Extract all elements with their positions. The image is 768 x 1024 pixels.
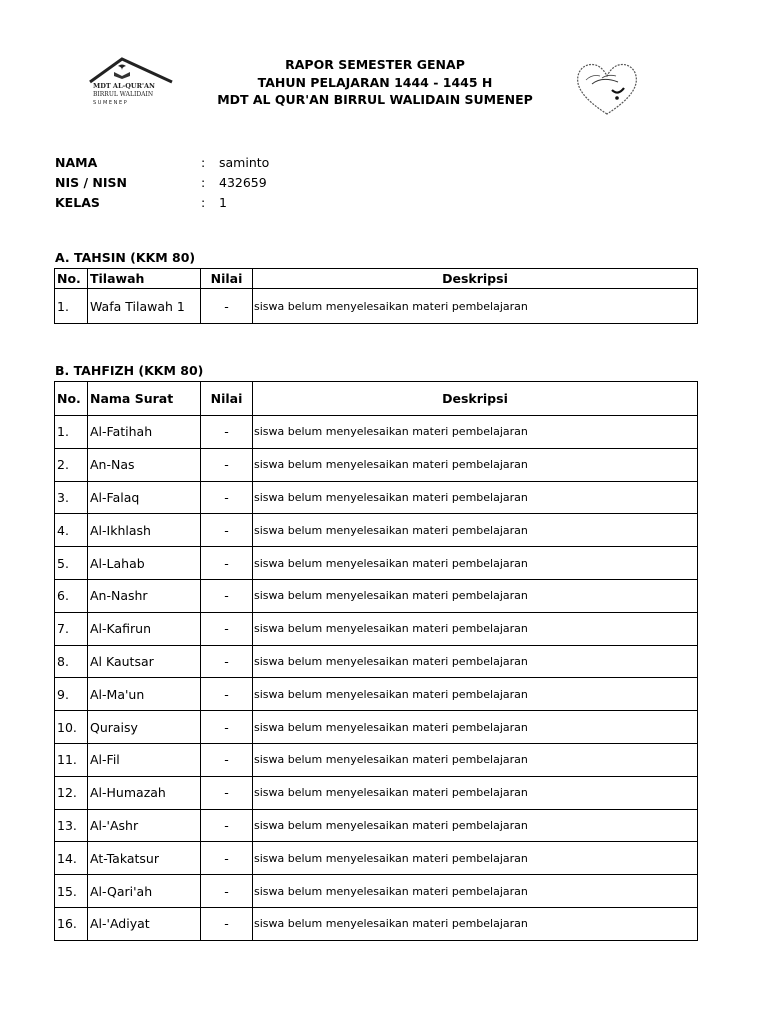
row-nilai: -: [201, 612, 253, 645]
table-row: [55, 776, 698, 809]
row-name: An-Nashr: [88, 579, 201, 612]
header-nilai: Nilai: [201, 382, 253, 416]
identity-row-kelas: [55, 193, 269, 213]
row-no: 8.: [55, 645, 88, 678]
row-nilai: -: [201, 547, 253, 580]
row-desc: siswa belum menyelesaikan materi pembelajaran: [253, 743, 698, 776]
row-desc: siswa belum menyelesaikan materi pembelajaran: [253, 809, 698, 842]
row-name: Wafa Tilawah 1: [88, 289, 201, 324]
row-nilai: -: [201, 809, 253, 842]
row-nilai: -: [201, 776, 253, 809]
nis-value: 432659: [219, 175, 267, 190]
row-nilai: -: [201, 481, 253, 514]
row-no: 6.: [55, 579, 88, 612]
row-desc: siswa belum menyelesaikan materi pembelajaran: [253, 416, 698, 449]
table-row: [55, 743, 698, 776]
table-row: [55, 875, 698, 908]
row-name: Al-Falaq: [88, 481, 201, 514]
row-name: Al-Qari'ah: [88, 875, 201, 908]
logo-text-1: MDT AL-QUR'AN: [93, 82, 155, 90]
row-desc: siswa belum menyelesaikan materi pembelajaran: [253, 579, 698, 612]
row-desc: siswa belum menyelesaikan materi pembelajaran: [253, 842, 698, 875]
report-header: [180, 56, 570, 109]
table-header-row: [55, 269, 698, 289]
table-row: [55, 809, 698, 842]
table-row: [55, 711, 698, 744]
row-desc: siswa belum menyelesaikan materi pembelajaran: [253, 448, 698, 481]
row-no: 13.: [55, 809, 88, 842]
row-desc: siswa belum menyelesaikan materi pembelajaran: [253, 711, 698, 744]
row-name: Al-Ikhlash: [88, 514, 201, 547]
row-name: Al-Kafirun: [88, 612, 201, 645]
row-name: Al-Lahab: [88, 547, 201, 580]
row-desc: siswa belum menyelesaikan materi pembelajaran: [253, 645, 698, 678]
row-nilai: -: [201, 875, 253, 908]
row-nilai: -: [201, 678, 253, 711]
row-no: 10.: [55, 711, 88, 744]
header-title: RAPOR SEMESTER GENAP: [285, 57, 465, 72]
header-school: MDT AL QUR'AN BIRRUL WALIDAIN SUMENEP: [217, 92, 533, 107]
kelas-value: 1: [219, 195, 227, 210]
row-no: 3.: [55, 481, 88, 514]
header-no: No.: [55, 382, 88, 416]
logo-text-2: BIRRUL WALIDAIN: [93, 91, 154, 98]
tahsin-title: A. TAHSIN (KKM 80): [55, 250, 196, 265]
identity-row-nama: [55, 153, 269, 173]
header-year: TAHUN PELAJARAN 1444 - 1445 H: [257, 74, 493, 90]
row-desc: siswa belum menyelesaikan materi pembelajaran: [253, 514, 698, 547]
header-nilai: Nilai: [201, 269, 253, 289]
row-no: 9.: [55, 678, 88, 711]
row-desc: siswa belum menyelesaikan materi pembelajaran: [253, 907, 698, 940]
header-name: Nama Surat: [88, 382, 201, 416]
table-row: [55, 448, 698, 481]
table-row: [55, 481, 698, 514]
heart-logo-icon: [572, 56, 642, 118]
row-nilai: -: [201, 645, 253, 678]
colon: :: [201, 175, 206, 190]
row-desc: siswa belum menyelesaikan materi pembelajaran: [253, 678, 698, 711]
table-header-row: [55, 382, 698, 416]
header-name: Tilawah: [88, 269, 201, 289]
row-no: 11.: [55, 743, 88, 776]
table-row: [55, 907, 698, 940]
row-nilai: -: [201, 416, 253, 449]
identity-row-nis: [55, 173, 269, 193]
table-row: [55, 579, 698, 612]
row-name: Al-Ma'un: [88, 678, 201, 711]
row-nilai: -: [201, 907, 253, 940]
logo-text-3: S U M E N E P: [93, 100, 127, 106]
table-row: [55, 842, 698, 875]
row-no: 16.: [55, 907, 88, 940]
table-row: [55, 612, 698, 645]
kelas-label: KELAS: [55, 195, 100, 210]
row-nilai: -: [201, 448, 253, 481]
table-row: [55, 678, 698, 711]
row-name: Al-Fatihah: [88, 416, 201, 449]
row-no: 7.: [55, 612, 88, 645]
row-name: Al-Fil: [88, 743, 201, 776]
row-desc: siswa belum menyelesaikan materi pembelajaran: [253, 481, 698, 514]
row-no: 15.: [55, 875, 88, 908]
row-nilai: -: [201, 842, 253, 875]
table-row: [55, 289, 698, 324]
row-desc: siswa belum menyelesaikan materi pembelajaran: [253, 612, 698, 645]
row-name: Al-'Adiyat: [88, 907, 201, 940]
tahfizh-table: [54, 381, 698, 941]
header-no: No.: [55, 269, 88, 289]
nama-value: saminto: [219, 155, 270, 170]
row-no: 5.: [55, 547, 88, 580]
row-desc: siswa belum menyelesaikan materi pembelajaran: [253, 547, 698, 580]
header-desc: Deskripsi: [253, 269, 698, 289]
row-nilai: -: [201, 579, 253, 612]
tahsin-table: [54, 268, 698, 324]
colon: :: [201, 195, 206, 210]
row-nilai: -: [201, 711, 253, 744]
table-row: [55, 547, 698, 580]
row-name: Al-Humazah: [88, 776, 201, 809]
row-no: 1.: [55, 416, 88, 449]
row-desc: siswa belum menyelesaikan materi pembelajaran: [253, 875, 698, 908]
row-name: At-Takatsur: [88, 842, 201, 875]
row-nilai: -: [201, 289, 253, 324]
row-no: 1.: [55, 289, 88, 324]
row-no: 14.: [55, 842, 88, 875]
header-desc: Deskripsi: [253, 382, 698, 416]
student-identity: [55, 153, 269, 213]
row-no: 4.: [55, 514, 88, 547]
table-row: [55, 416, 698, 449]
nis-label: NIS / NISN: [55, 175, 127, 190]
colon: :: [201, 155, 206, 170]
row-name: Al-'Ashr: [88, 809, 201, 842]
row-desc: siswa belum menyelesaikan materi pembelajaran: [253, 289, 698, 324]
table-row: [55, 514, 698, 547]
row-name: Quraisy: [88, 711, 201, 744]
nama-label: NAMA: [55, 155, 98, 170]
row-name: An-Nas: [88, 448, 201, 481]
row-desc: siswa belum menyelesaikan materi pembelajaran: [253, 776, 698, 809]
row-name: Al Kautsar: [88, 645, 201, 678]
school-logo: [88, 56, 174, 114]
tahfizh-title: B. TAHFIZH (KKM 80): [55, 363, 204, 378]
row-no: 2.: [55, 448, 88, 481]
table-row: [55, 645, 698, 678]
row-nilai: -: [201, 743, 253, 776]
row-no: 12.: [55, 776, 88, 809]
row-nilai: -: [201, 514, 253, 547]
